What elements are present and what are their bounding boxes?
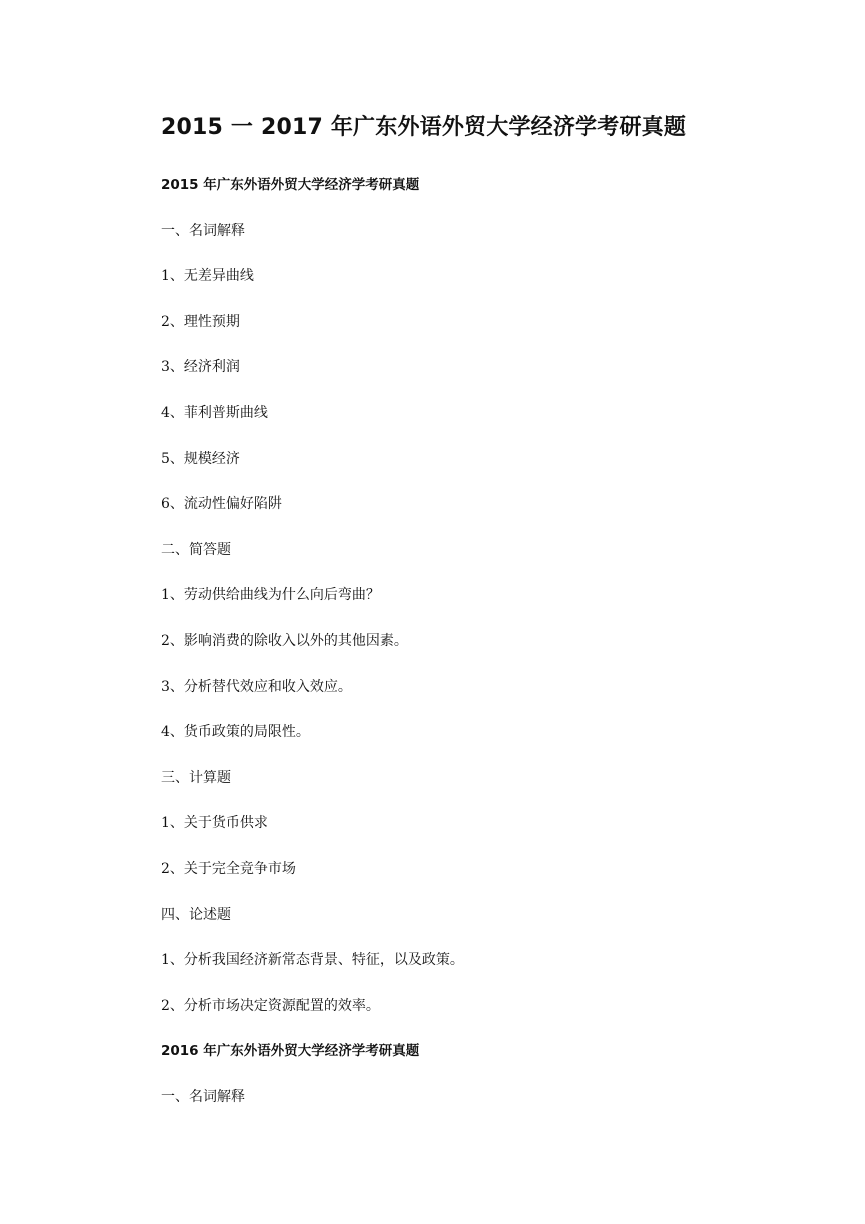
question-item: 2、影响消费的除收入以外的其他因素。 (161, 632, 408, 649)
question-item: 3、分析替代效应和收入效应。 (161, 678, 352, 695)
question-group-heading: 二、简答题 (161, 541, 231, 558)
question-item: 6、流动性偏好陷阱 (161, 496, 282, 513)
question-item: 1、关于货币供求 (161, 815, 268, 832)
question-item: 5、规模经济 (161, 450, 240, 467)
question-item: 4、菲利普斯曲线 (161, 404, 268, 421)
question-item: 3、经济利润 (161, 359, 240, 376)
question-item: 4、货币政策的局限性。 (161, 724, 310, 741)
question-group-heading: 四、论述题 (161, 906, 231, 923)
question-group-heading: 一、名词解释 (161, 222, 245, 239)
question-item: 2、关于完全竞争市场 (161, 860, 296, 877)
question-item: 1、劳动供给曲线为什么向后弯曲？ (161, 587, 380, 604)
document-title: 2015 一 2017 年广东外语外贸大学经济学考研真题 (161, 115, 687, 140)
question-group-heading: 三、计算题 (161, 769, 231, 786)
document-body (161, 172, 721, 1129)
question-item: 1、无差异曲线 (161, 268, 254, 285)
question-group-heading: 一、名词解释 (161, 1088, 245, 1105)
section-heading: 2015 年广东外语外贸大学经济学考研真题 (161, 177, 420, 193)
question-item: 1、分析我国经济新常态背景、特征，以及政策。 (161, 952, 464, 969)
question-item: 2、分析市场决定资源配置的效率。 (161, 997, 380, 1014)
section-heading: 2016 年广东外语外贸大学经济学考研真题 (161, 1043, 420, 1060)
question-item: 2、理性预期 (161, 313, 240, 330)
